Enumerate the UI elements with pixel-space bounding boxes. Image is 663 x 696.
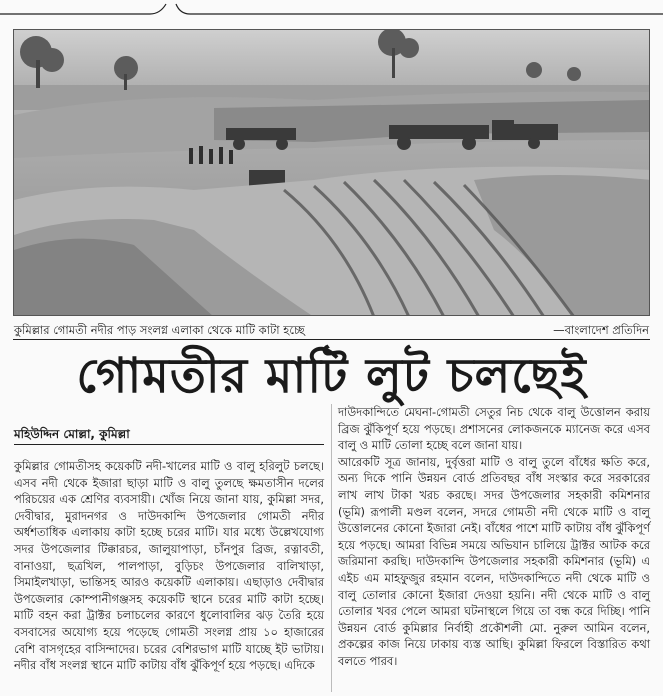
headline: গোমতীর মাটি লুট চলছেই [76, 348, 587, 404]
article-column-left [14, 458, 324, 674]
column-divider [331, 404, 332, 692]
news-photo [13, 29, 650, 316]
byline-rule [14, 444, 324, 445]
article-column-right [338, 404, 650, 670]
photo-credit: —বাংলাদেশ প্রতিদিন [553, 323, 649, 337]
caption-rule [13, 339, 650, 340]
river-soil-excavation-image [14, 30, 650, 316]
article-paragraph: কুমিল্লার গোমতীসহ কয়েকটি নদী-খালের মাটি ও বালু হরিলুট চলছে। এসব নদী থেকে ইজারা ছাড়া মাটি ও বালু তুলছে ক্ষমতাসীন দলের পরিচয়ের এক শ্রেণির ব্যবসায়ী। খোঁজ নিয়ে জানা যায়, কুমিল্লা সদর, দেবীদ্বার, মুরাদনগর ও দাউদকান্দি উপজেলার গোমতী নদীর অর্ধশতাধিক এলাকায় কাটা হচ্ছে চরের মাটি। যার মধ্যে উল্লেখযোগ্য সদর উপজেলার টিক্কারচর, জালুয়াপাড়া, চাঁনপুর ব্রিজ, রত্নাবতী, বানাওয়া, ছত্রখিল, পালপাড়া, বুড়িচং উপজেলার বালিখাড়া, সিমাইলখাড়া, ভান্তিসহ আরও কয়েকটি এলাকায়। এছাড়াও দেবীদ্বার উপজেলার কোম্পানীগঞ্জসহ কয়েকটি স্থানে চরের মাটি কাটা হচ্ছে। মাটি বহন করা ট্রাক্টর চলাচলের কারণে ধুলোবালির ঝড় তৈরি হয়ে বসবাসের অযোগ্য হয়ে পড়েছে গোমতী সংলগ্ন প্রায় ১০ হাজারের বেশি বাসগৃহের বাসিন্দাদের। চরের বেশিরভাগ মাটি যাচ্ছে ইট ভাটায়। নদীর বাঁধ সংলগ্ন স্থানে মাটি কাটায় বাঁধ ঝুঁকিপূর্ণ হয়ে পড়ছে। এদিকে [14, 459, 324, 673]
photo-caption: কুমিল্লার গোমতী নদীর পাড় সংলগ্ন এলাকা থেকে মাটি কাটা হচ্ছে [14, 323, 305, 337]
page-top-frame [0, 0, 663, 22]
article-paragraph: দাউদকান্দিতে মেঘনা-গোমতী সেতুর নিচ থেকে বালু উত্তোলন করায় ব্রিজ ঝুঁকিপূর্ণ হয়ে পড়ছে। প্রশাসনের লোকজনকে ম্যানেজ করে এসব বালু ও মাটি তোলা হচ্ছে বলে জানা যায়। [338, 405, 650, 453]
article-paragraph: আরেকটি সূত্র জানায়, দুর্বৃত্তরা মাটি ও বালু তুলে বাঁধের ক্ষতি করে, অন্য দিকে পানি উন্নয়ন বোর্ড প্রতিবছর বাঁধ সংস্কার করে সরকারের লাখ লাখ টাকা খরচ করছে। সদর উপজেলার সহকারী কমিশনার (ভূমি) রূপালী মণ্ডল বলেন, সদরে গোমতী নদী থেকে মাটি ও বালু উত্তোলনের কোনো ইজারা নেই। বাঁধের পাশে মাটি কাটায় বাঁধ ঝুঁকিপূর্ণ হয়ে পড়ছে। আমরা বিভিন্ন সময়ে অভিযান চালিয়ে ট্রাক্টর আটক করে জরিমানা করছি। দাউদকান্দি উপজেলার সহকারী কমিশনার (ভূমি) এ এইচ এম মাহফুজুর রহমান বলেন, দাউদকান্দিতে নদী থেকে মাটি ও বালু তোলার কোনো ইজারা দেওয়া হয়নি। নদী থেকে মাটি ও বালু তোলার খবর পেলে আমরা ঘটনাস্থলে গিয়ে তা বন্ধ করে দিচ্ছি। পানি উন্নয়ন বোর্ড কুমিল্লার নির্বাহী প্রকৌশলী মো. নুরুল আমিন বলেন, প্রকল্পের কাজ নিয়ে ঢাকায় ব্যস্ত আছি। কুমিল্লা ফিরলে বিস্তারিত কথা বলতে পারব। [338, 454, 650, 668]
byline: মহিউদ্দিন মোল্লা, কুমিল্লা [14, 427, 130, 441]
